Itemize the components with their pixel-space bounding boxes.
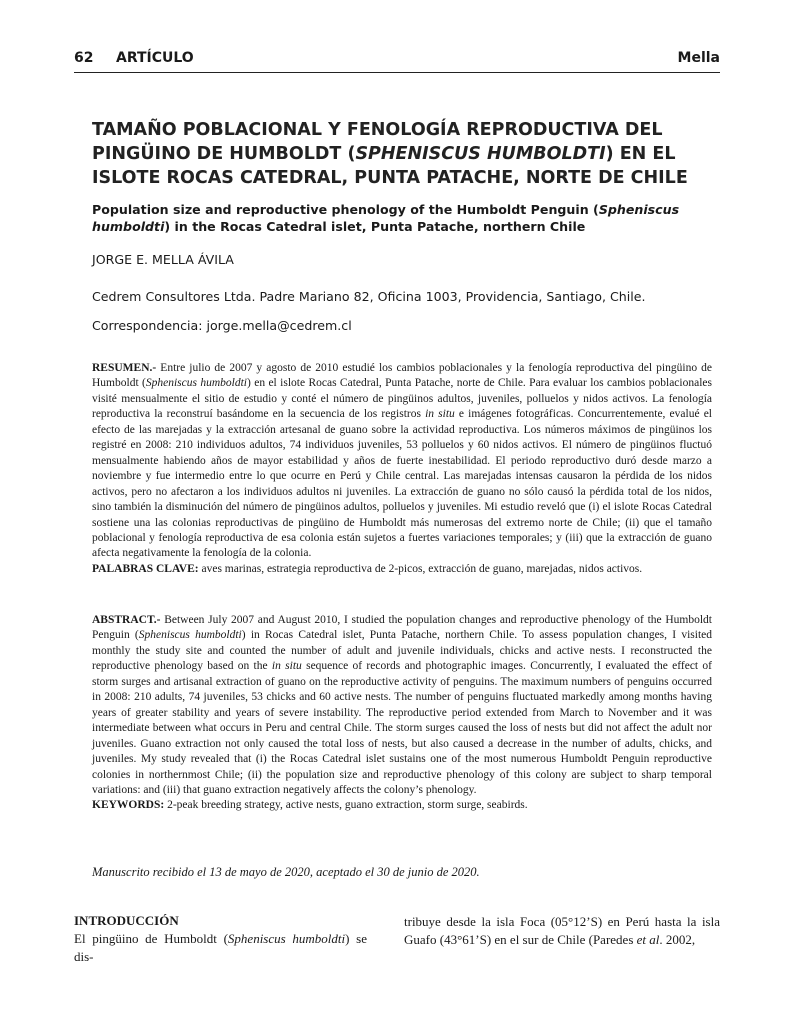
resumen-text-1: Entre julio de 2007 y agosto de 2010 estudié los cambios poblacionales y la fenología reproductiva del pingüino de Humboldt ( [92,362,712,390]
title-part-1: TAMAÑO POBLACIONAL Y FENOLOGÍA REPRODUCTIVA DEL PINGÜINO DE HUMBOLDT ( [92,120,663,164]
subtitle-part-2: ) in the Rocas Catedral islet, Punta Patache, northern Chile [164,219,586,234]
intro-left-text-2: ) se dis- [74,931,367,964]
running-header [74,46,720,72]
resumen-text-2: ) en el islote Rocas Catedral, Punta Patache, norte de Chile. Para evaluar los cambios poblacionales visité mensualmente el sitio de estudio y conté el número de pingüinos adultos, juveniles, polluelos y nidos activos. La fenología reproductiva la reconstruí basándome en la secuencia de los registros [92,377,712,421]
palabras-clave: aves marinas, estrategia reproductiva de 2-picos, extracción de guano, marejadas, nidos activos. [198,562,643,575]
author-affiliation: Cedrem Consultores Ltda. Padre Mariano 82, Oficina 1003, Providencia, Santiago, Chile. [92,289,646,304]
intro-heading: INTRODUCCIÓN [74,913,179,928]
article-subtitle [92,201,712,235]
abstract-text-3: sequence of records and photographic images. Concurrently, I evaluated the effect of storm surges and artisanal extraction of guano on the reproductive activity of penguins. The maximum numbers of penguins occurred in 2008: 210 adults, 74 juveniles, 53 chicks and 60 active nests. The number of penguins fluctuated markedly among months having years of greater stability and years of severe instability. The reproductive period extended from March to November and it was intermediate between what occurs in Peru and central Chile. The storm surges caused the loss of nests but did not affect the adult nor juveniles. Guano extraction not only caused the total loss of nests, but also caused a decrease in the number of adults, chicks, and juveniles. My study revealed that (i) the Rocas Catedral islet sustains one of the most numerous Humboldt Penguin reproductive colonies in northernmost Chile; (ii) the population size and reproductive phenology of this colony are subject to sharp temporal variations: and (iii) that guano extraction negatively affects the colony’s phenology. [92,660,713,796]
resumen-species: Spheniscus humboldti [145,377,247,390]
article-title [92,118,712,190]
correspondence: Correspondencia: jorge.mella@cedrem.cl [92,318,352,333]
resumen-insitu: in situ [425,408,455,421]
abstract-text-2: ) in Rocas Catedral islet, Punta Patache, northern Chile. To assess population changes, I visited monthly the study site and counted the number of adult and juvenile individuals, chicks and active nests. I reconstructed the reproductive phenology based on the [92,629,712,673]
section-label: ARTÍCULO [116,50,194,66]
abstract-insitu: in situ [271,660,302,673]
intro-left-species: Spheniscus humboldti [227,931,346,946]
header-rule [74,72,720,73]
manuscript-note: Manuscrito recibido el 13 de mayo de 2020, aceptado el 30 de junio de 2020. [92,865,480,879]
running-author: Mella [677,50,720,66]
keywords: 2-peak breeding strategy, active nests, guano extraction, storm surge, seabirds. [164,799,528,812]
title-part-2: ) EN EL ISLOTE ROCAS CATEDRAL, PUNTA PATACHE, NORTE DE CHILE [92,144,688,188]
abstract-label: ABSTRACT.- [92,614,161,626]
abstract-text-1: Between July 2007 and August 2010, I studied the population changes and reproductive phenology of the Humboldt Penguin ( [92,614,712,642]
abstract-section [92,613,712,814]
intro-right-etal: et al [636,932,660,947]
keywords-label: KEYWORDS: [92,799,165,812]
resumen-label: RESUMEN.- [92,362,157,374]
page-number: 62 [74,50,94,66]
resumen-section [92,361,712,577]
intro-right-column [404,913,720,949]
intro-left-text-1: El pingüino de Humboldt ( [74,931,228,946]
title-species: SPHENISCUS HUMBOLDTI [355,144,606,164]
resumen-text-3: e imágenes fotográficas. Concurrentemente, evalué el efecto de las marejadas y la extracción artesanal de guano sobre la actividad reproductiva. Los números máximos de pingüinos los registré en 2008: 210 individuos adultos, 74 individuos juveniles, 53 polluelos y 60 nidos activos. El número de pingüinos fluctuó mensualmente habiendo años de mayor estabilidad y años de fuerte inestabilidad. El periodo reproductivo duró desde marzo a noviembre y fue intermedio entre lo que ocurre en Perú y Chile central. Las marejadas intensas causaron la pérdida de los nidos activos, pero no afectaron a los individuos adultos ni juveniles. La extracción de guano no sólo causó la pérdida total de los nidos, sino también la disminución del número de pingüinos adultos, polluelos y juveniles. Mi estudio reveló que (i) el islote Rocas Catedral sostiene una las colonias reproductivas de pingüino de Humboldt más numerosas del extremo norte de Chile; (ii) que el tamaño poblacional y fenología reproductiva de esa colonia están sujetos a fuertes variaciones temporales; y (iii) que la extracción de guano afecta negativamente la fenología de la colonia. [92,408,712,560]
subtitle-species: Spheniscus humboldti [92,202,680,234]
intro-left-column [74,930,367,966]
intro-right-text-2: . 2002, [659,932,696,947]
intro-right-text-1: tribuye desde la isla Foca (05°12’S) en Perú hasta la isla Guafo (43°61’S) en el sur de Chile (Paredes [404,914,720,947]
author-name: JORGE E. MELLA ÁVILA [92,252,234,267]
abstract-species: Spheniscus humboldti [138,629,242,642]
palabras-clave-label: PALABRAS CLAVE: [92,562,199,575]
subtitle-part-1: Population size and reproductive phenology of the Humboldt Penguin ( [92,202,599,217]
